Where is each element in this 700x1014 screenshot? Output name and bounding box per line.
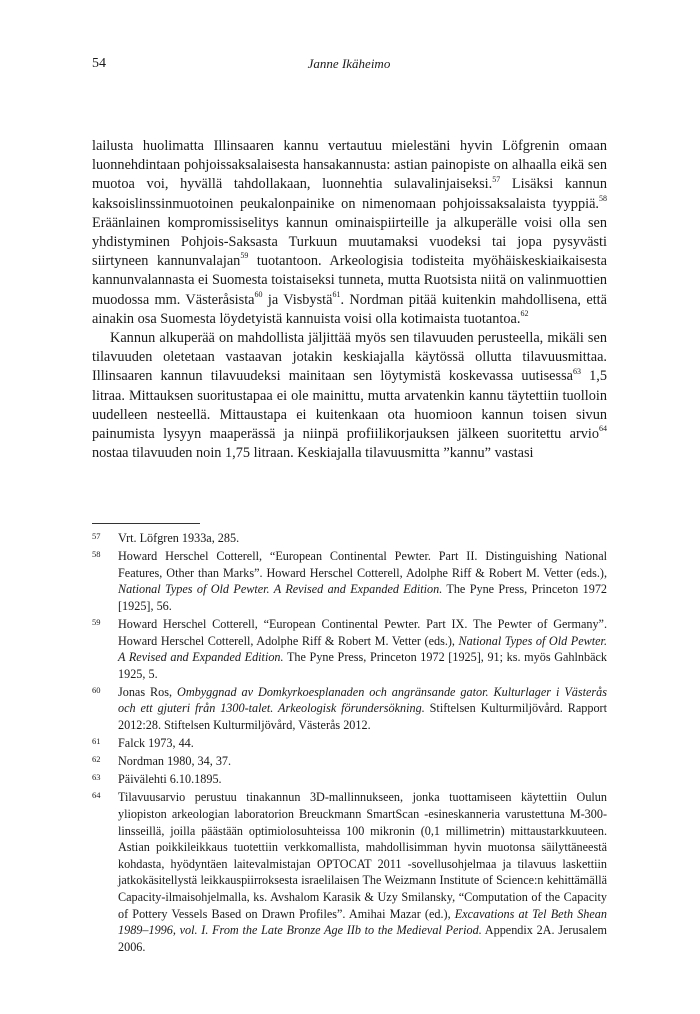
footnote: [92, 530, 607, 547]
footnote-text: [118, 530, 607, 547]
footnote-number: 61: [92, 736, 101, 747]
footnote: [92, 753, 607, 770]
text-run: tuotantoon. Arkeologisia todisteita myöhäiskeskiaikaisesta kannunvalannasta ei Suomesta toistaiseksi tunneta, mutta Ruotsista niitä on valinmuottien muodossa mm. Västeråsista: [92, 253, 607, 308]
footnote-ref[interactable]: 63: [572, 366, 581, 376]
footnote: [92, 789, 607, 955]
footnote-run: Appendix 2A. Jerusalem 2006.: [118, 923, 607, 954]
footnote-number: 59: [92, 616, 101, 627]
footnote-ref[interactable]: 59: [240, 251, 249, 261]
footnote: [92, 771, 607, 788]
text-run: lailusta huolimatta Illinsaaren kannu vertautuu mielestäni hyvin Löfgrenin omaan luonnehdintaan pohjoissaksalaisesta hansakannusta: astian painopiste on alhaalla eikä sen muotoa voi, hyvällä tahdollakaan, luonnehtia sulavalinjaiseksi.: [92, 138, 607, 193]
footnote-number: 64: [92, 790, 101, 801]
footnote-ref[interactable]: 62: [520, 309, 529, 319]
footnote-title: Ombyggnad av Domkyrkoesplanaden och angränsande gator. Kulturlager i Västerås och ett gjuteri från 1300-talet. Arkeologisk förundersökning.: [118, 684, 607, 716]
footnote-number: 58: [92, 549, 101, 560]
footnotes: [92, 530, 607, 957]
footnote-text: [118, 771, 607, 788]
footnote-run: The Pyne Press, Princeton 1972 [1925], 91; ks. myös Gahlnbäck 1925, 5.: [118, 650, 607, 681]
running-head-author: Janne Ikäheimo: [307, 56, 391, 71]
footnote-text: [118, 735, 607, 752]
text-run: . Nordman pitää kuitenkin mahdollisena, että ainakin osa Suomesta löydetyistä kannuista voisi olla kotimaista tuotantoa.: [92, 291, 607, 327]
text-run: Eräänlainen kompromissiselitys kannun ominaispiirteille ja alkuperälle voisi olla sen yhdistyminen Pohjois-Saksasta Turkuun muutamaksi vuodeksi tai jopa pysyvästi siirtyneen kannunvalajan: [92, 214, 607, 270]
footnote: [92, 548, 607, 614]
footnote-run: The Pyne Press, Princeton 1972 [1925], 56.: [118, 582, 608, 613]
text-run: nostaa tilavuuden noin 1,75 litraan. Keskiajalla tilavuusmitta ”kannu” vastasi: [92, 445, 534, 462]
footnote-run: Tilavuusarvio perustuu tinakannun 3D-mallinnukseen, jonka tuottamiseen käytettiin Oulun yliopiston arkeologian laboratorion Breuckmann SmartScan -esineskanneria varustettuna M-300-linsseillä, joilla päästään optimiolosuhteissa 100 mikronin (0,1 millimetrin) mittaustarkkuuteen. Astian poikkileikkaus tuotettiin verkkomallista, mahdollisimman hyvin muotonsa säilyttäneestä kohdasta, hyödyntäen laitevalmistajan OPTOCAT 2011 -sovellusohjelmaa ja tilavuus laskettiin jatkokäsitellystä leikkauspiirroksesta israelilaisen The Weizmann Institute of Science:n kehittämällä Capacity-ilmaisohjelmalla, ks. Avshalom Karasik & Uzy Smilansky, “Computation of the Capacity of Pottery Vessels Based on Drawn Profiles”. Amihai Mazar (ed.),: [118, 790, 607, 921]
footnote-text: [118, 616, 607, 682]
main-text: [92, 137, 607, 463]
footnote-text: [118, 548, 607, 614]
footnote: [92, 735, 607, 752]
text-run: ja Visbystä: [262, 291, 333, 308]
text-run: 1,5 litraa. Mittauksen suoritustapaa ei ole mainittu, mutta arvatenkin kannu täytettiin tuolloin uudelleen nesteellä. Mittaustapa ei kuitenkaan ota huomioon kannun toisen sivun painumista lysyyn maaperässä ja niinpä profiilikorjauksen jälkeen suoritettu arvio: [92, 368, 607, 443]
page-number: 54: [92, 56, 106, 71]
footnote-ref[interactable]: 61: [332, 289, 341, 299]
footnote-ref[interactable]: 57: [492, 174, 501, 184]
running-head: [92, 56, 606, 74]
footnote-text: [118, 753, 607, 770]
footnote-title: National Types of Old Pewter. A Revised and Expanded Edition.: [118, 633, 607, 665]
footnote-title: Excavations at Tel Beth Shean 1989–1996, vol. I. From the Late Bronze Age IIb to the Medieval Period.: [118, 906, 607, 938]
footnote-run: Vrt. Löfgren 1933a, 285.: [118, 531, 240, 545]
footnote-text: [118, 684, 607, 734]
text-run: Lisäksi kannun kaksoislinssinmuotoinen peukalonpainike on nimenomaan pohjoissaksalaista tyyppiä.: [92, 176, 607, 212]
paragraph-2: [92, 329, 607, 463]
footnote-ref[interactable]: 64: [599, 424, 607, 434]
footnote-run: Nordman 1980, 34, 37.: [118, 754, 232, 769]
footnote-number: 60: [92, 684, 101, 695]
footnote-run: Howard Herschel Cotterell, “European Continental Pewter. Part II. Distinguishing National Features, Other than Marks”. Howard Herschel Cotterell, Adolphe Riff & Robert M. Vetter (eds.),: [118, 549, 607, 580]
paragraph-1: [92, 137, 607, 329]
footnote: [92, 684, 607, 734]
footnote-text: [118, 789, 607, 955]
footnote-run: Falck 1973, 44.: [118, 736, 194, 751]
footnote-separator: [92, 523, 200, 524]
footnote-run: Stiftelsen Kulturmiljövård. Rapport 2012:28. Stiftelsen Kulturmiljövård, Västerås 2012.: [118, 701, 608, 733]
text-run: Kannun alkuperää on mahdollista jäljittää myös sen tilavuuden perusteella, mikäli sen tilavuuden oletetaan vastaavan jotakin keskiajalla käytössä ollutta tilavuusmittaa. Illinsaaren kannun tilavuudeksi mainitaan sen löytymistä koskevassa uutisessa: [92, 330, 607, 385]
footnote-number: 57: [92, 531, 101, 541]
footnote-title: National Types of Old Pewter. A Revised and Expanded Edition.: [118, 582, 443, 597]
footnote-run: Jonas Ros,: [118, 684, 178, 699]
footnote-number: 63: [92, 772, 101, 783]
footnote-run: Päivälehti 6.10.1895.: [118, 772, 222, 787]
footnote-ref[interactable]: 58: [599, 193, 607, 203]
footnote: [92, 616, 607, 682]
footnote-number: 62: [92, 754, 101, 765]
footnote-ref[interactable]: 60: [254, 289, 263, 299]
footnote-run: Howard Herschel Cotterell, “European Continental Pewter. Part IX. The Pewter of Germany”. Howard Herschel Cotterell, Adolphe Riff & Robert M. Vetter (eds.),: [118, 616, 607, 648]
